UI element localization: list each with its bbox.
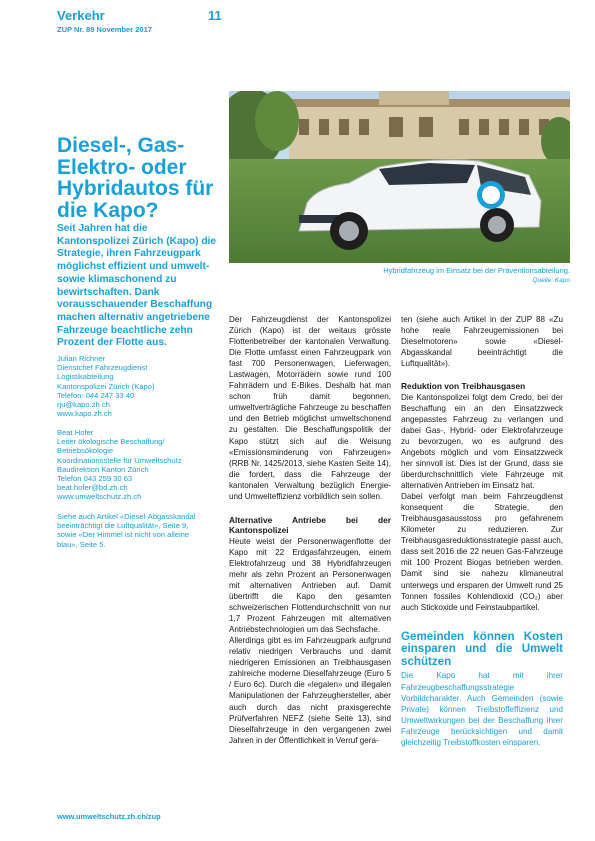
contact-website[interactable]: www.umweltschutz.zh.ch	[57, 492, 142, 502]
contact-line: Leiter ökologische Beschaffung/	[57, 437, 165, 447]
section-title: Verkehr	[57, 8, 105, 23]
column-right	[401, 314, 563, 748]
contact-line: Betriebsökologie	[57, 446, 114, 456]
contact-line: Telefon: 044 247 33 40	[57, 390, 135, 400]
paragraph: Die Kantonspolizei folgt dem Credo, bei der Beschaffung ein an den Einsatzzweck angepasstes Fahrzeug zu verlangen und dabei Gas-, Hybrid- oder Elektrofahrzeuge zu bevorzugen, wo es aufgrund des Angebots möglich und vom Einsatzzweck her sinnvoll ist. Dies ist der Grund, dass sie überdurchschnittlich viele Fahrzeuge mit alternativen Antrieben im Einsatz hat.	[401, 392, 563, 491]
paragraph: Allerdings gibt es im Fahrzeugpark aufgrund relativ niedrigen Verbrauchs und damit niedrigeren Emissionen an Treibhausgasen zahlreiche moderne Dieselfahrzeuge (Euro 5 / Euro 6c). Durch die «legalen» und illegalen Manipulationen der Fahrzeughersteller, aber auch durch das nicht praxisgerechte Prüfverfahren NEFZ (siehe Seite 13), sind Dieselfahrzeuge in den vergangenen zwei Jahren in der Öffentlichkeit in Verruf gera-	[229, 636, 391, 745]
see-also-note	[57, 512, 195, 549]
caption-source: Quelle: Kapo	[532, 277, 570, 284]
article-lead: Seit Jahren hat die Kantonspolizei Zürich (Kapo) die Strategie, ihren Fahrzeugpark möglichst effizient und umwelt- sowie klimaschonend zu bewirtschaften. Dank vorausschauender Beschaffung machen alternativ angetriebene Fahrzeuge beachtliche zehn Prozent der Flotte aus.	[57, 223, 217, 349]
contact-line: Telefon 043 259 30 63	[57, 474, 133, 484]
article-headline: Diesel-, Gas-Elektro- oder Hybridautos für die Kapo?	[57, 134, 214, 222]
issue-line: ZUP Nr. 89 November 2017	[57, 25, 152, 34]
contact-line: Koordinationsstelle für Umweltschutz	[57, 455, 182, 465]
paragraph: Heute weist der Personenwagenflotte der Kapo mit 22 Erdgasfahrzeugen, einem Elektrofahrzeug und 38 Hybridfahrzeugen mehr als zehn Prozent an Personenwagen mit alternativen Antrieben auf. Damit übertrifft die Kapo den gesamten schweizerischen Flottendurchschnitt von nur 1,7 Prozent Fahrzeugen mit alternativen Antriebstechnologien um das Sechsfache.	[229, 536, 391, 635]
contact-block-richner	[57, 354, 155, 418]
note-line: Siehe auch Artikel «Diesel-Abgasskandal	[57, 512, 196, 521]
article-photo	[229, 91, 570, 263]
contact-email[interactable]: rju@kapo.zh.ch	[57, 400, 110, 410]
subheading-gemeinden: Gemeinden können Kosten einsparen und die Umwelt schützen	[401, 629, 563, 668]
paragraph: Der Fahrzeugdienst der Kantonspolizei Zürich (Kapo) ist der weitaus grösste Flottenbetreiber der kantonalen Verwaltung. Die Flotte umfasst einen Fahrzeugpark von fast 700 Personenwagen, Lieferwagen, Lastwagen, Motorrädern sowie rund 100 Fahrrädern und E-Bikes. Deshalb hat man schon früh damit begonnen, umweltverträgliche Fahrzeuge zu beschaffen und den Betrieb möglichst umweltschonend zu gestalten. Die Beschaffungspolitik der Kapo stützt sich auf die Weisung «Emissionsminderung von Fahrzeugen» (RRB Nr. 1425/2013, siehe Kasten Seite 14), die fordert, dass die Fahrzeuge der kantonalen Verwaltung bezüglich Energie- und Umwelteffizienz vorbildlich sein sollen.	[229, 315, 391, 501]
hybrid-car-photo	[229, 91, 570, 263]
contact-email[interactable]: beat.hofer@bd.zh.ch	[57, 483, 128, 493]
caption-text: Hybridfahrzeug im Einsatz bei der Präventionsabteilung.	[383, 266, 570, 275]
contact-website[interactable]: www.kapo.zh.ch	[57, 409, 112, 419]
page-number: 11	[208, 8, 222, 23]
contact-block-hofer	[57, 428, 182, 502]
photo-caption	[229, 266, 570, 286]
contact-line: Beat Hofer	[57, 428, 94, 437]
paragraph: ten (siehe auch Artikel in der ZUP 88 «Zu hohe reale Fahrzeugemissionen bei Dieselmotoren» sowie «Diesel-Abgasskandal beeinträchtigt die Luftqualität»).	[401, 315, 563, 369]
contact-line: Logistikabteilung	[57, 372, 114, 382]
footer-url[interactable]: www.umweltschutz.zh.ch/zup	[57, 812, 161, 821]
note-line: beeinträchtigt die Luftqualität», Seite 9,	[57, 521, 189, 531]
subheading-treibhausgase: Reduktion von Treibhausgasen	[401, 381, 526, 392]
contact-line: Julian Richner	[57, 354, 106, 363]
contact-line: Dienstchef Fahrzeugdienst	[57, 363, 148, 373]
subheading-alternative-antriebe: Alternative Antriebe bei der Kantonspolizei	[229, 514, 391, 536]
column-middle	[229, 314, 391, 746]
paragraph-highlight: Die Kapo hat mit ihrer Fahrzeugbeschaffungsstrategie Vorbildcharakter. Auch Gemeinden (sowie Private) können Treibstoffeffizienz und Umweltwirkungen bei der Beschaffung ihrer Fahrzeuge berücksichtigen und damit gleichzeitig Treibstoffkosten einsparen.	[401, 671, 563, 747]
note-line: blau», Seite 5.	[57, 539, 106, 549]
note-line: sowie «Der Himmel ist nicht von alleine	[57, 530, 190, 540]
contact-line: Baudirektion Kanton Zürich	[57, 464, 149, 474]
contact-line: Kantonspolizei Zürich (Kapo)	[57, 381, 155, 391]
paragraph: Dabei verfolgt man beim Fahrzeugdienst konsequent die Strategie, den Treibhausgasausstoss pro gefahrenem Kilometer zu reduzieren. Zur Treibhausgasreduktionsstrategie passt auch, dass seit 2016 die 22 neuen Gas-Fahrzeuge mit 100 Prozent Biogas betrieben werden. Damit sind sie nahezu klimaneutral unterwegs und ersparen der Umwelt rund 25 Tonnen fossiles Kohlendioxid (CO₂) aber auch Stickoxide und Feinstaubpartikel.	[401, 492, 563, 612]
